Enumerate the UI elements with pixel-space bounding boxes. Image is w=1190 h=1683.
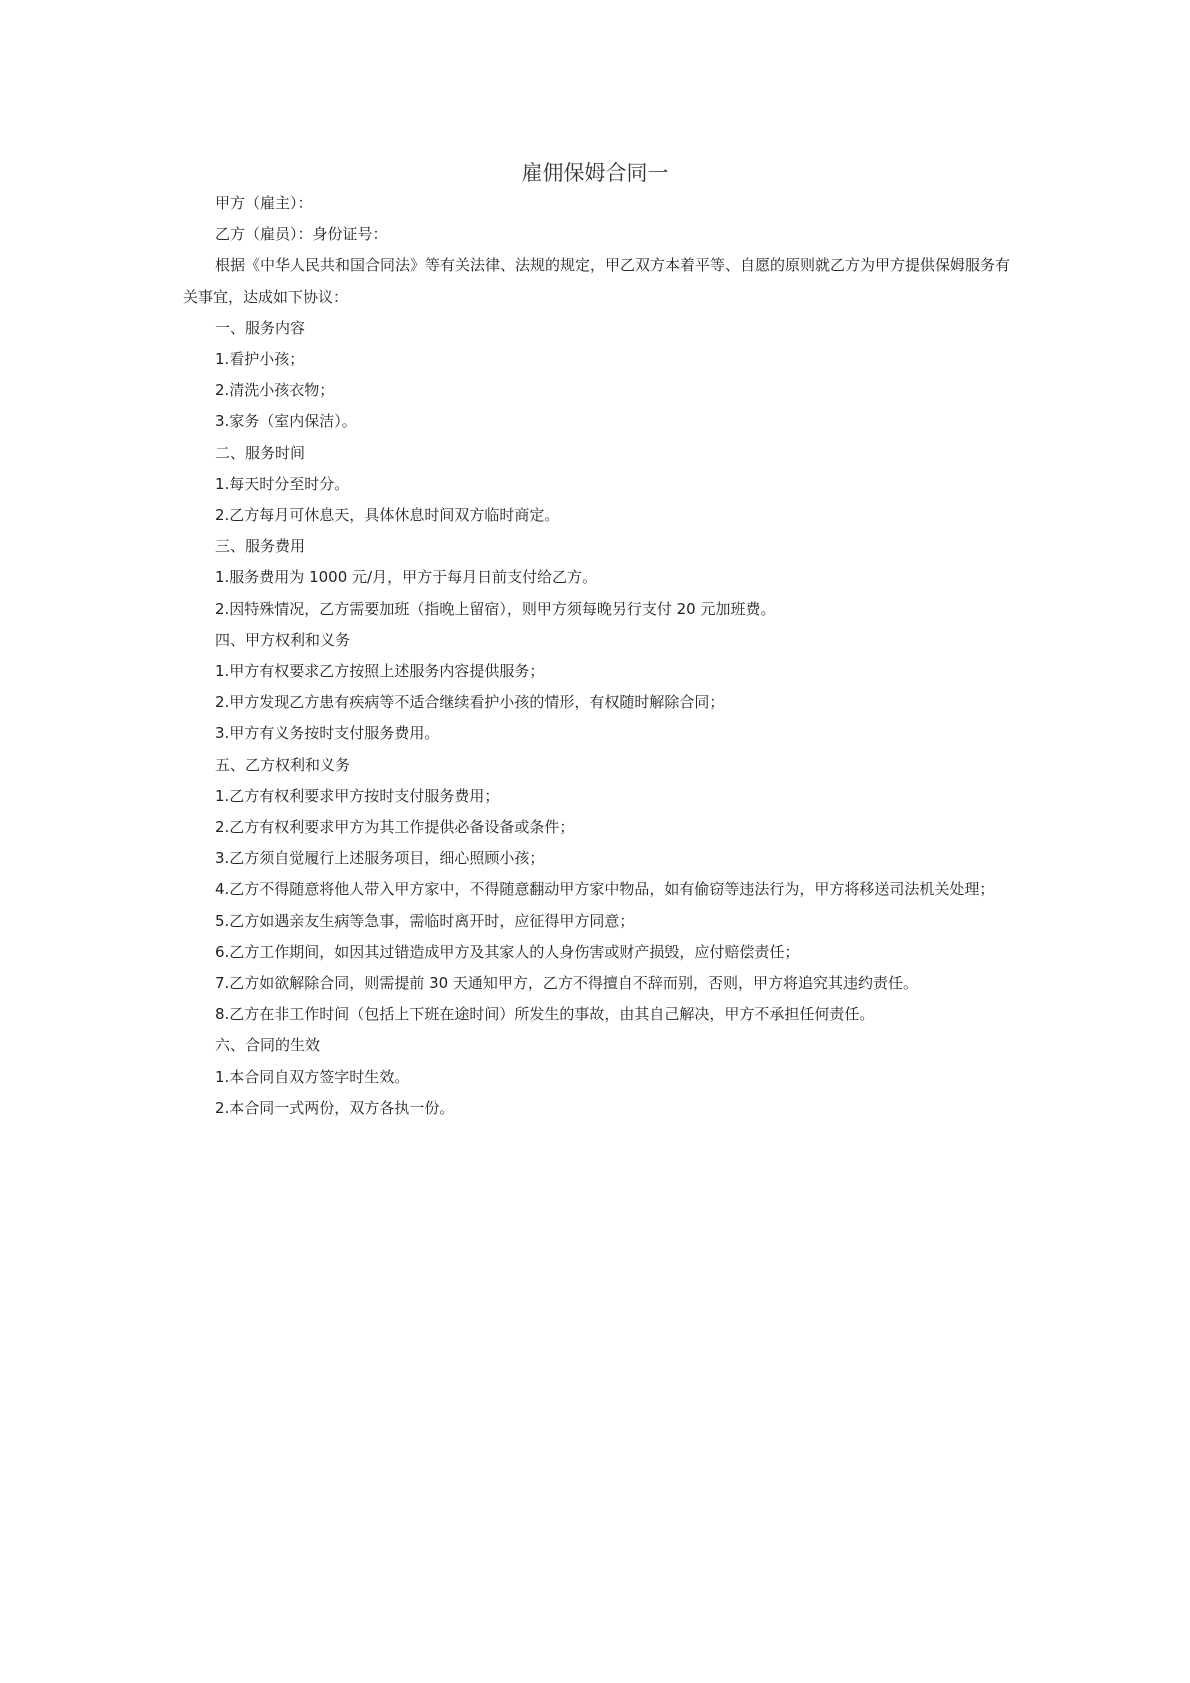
section-heading-party-b-rights: 五、乙方权利和义务: [215, 755, 351, 774]
clause-item: 1.看护小孩；: [215, 350, 305, 369]
clause-item: 3.家务（室内保洁）。: [215, 412, 357, 431]
party-b-line: 乙方（雇员）：身份证号：: [215, 225, 388, 244]
clause-item: 4.乙方不得随意将他人带入甲方家中，不得随意翻动甲方家中物品，如有偷窃等违法行为，甲方将移送司法机关处理；: [215, 880, 995, 899]
clause-item: 1.乙方有权利要求甲方按时支付服务费用；: [215, 786, 500, 805]
clause-item: 2.乙方每月可休息天，具体休息时间双方临时商定。: [215, 506, 560, 525]
section-heading-service-content: 一、服务内容: [215, 318, 306, 337]
preamble-paragraph: 根据《中华人民共和国合同法》等有关法律、法规的规定，甲乙双方本着平等、自愿的原则就乙方为甲方提供保姆服务有关事宜，达成如下协议：: [183, 256, 1011, 306]
section-heading-party-a-rights: 四、甲方权利和义务: [215, 630, 351, 649]
document-title: 雇佣保姆合同一: [521, 161, 669, 185]
party-a-line: 甲方（雇主）：: [215, 194, 313, 212]
section-heading-service-fee: 三、服务费用: [215, 537, 306, 556]
clause-item: 2.乙方有权利要求甲方为其工作提供必备设备或条件；: [215, 818, 575, 837]
clause-item: 2.本合同一式两份，双方各执一份。: [215, 1098, 455, 1117]
clause-item: 7.乙方如欲解除合同，则需提前 30 天通知甲方，乙方不得擅自不辞而别，否则，甲方将追究其违约责任。: [215, 974, 918, 993]
clause-item: 1.每天时分至时分。: [215, 474, 350, 493]
clause-item: 1.服务费用为 1000 元/月，甲方于每月日前支付给乙方。: [215, 568, 598, 587]
section-heading-effectiveness: 六、合同的生效: [215, 1036, 321, 1055]
clause-item: 6.乙方工作期间，如因其过错造成甲方及其家人的人身伤害或财产损毁，应付赔偿责任；: [215, 942, 800, 961]
clause-item: 2.因特殊情况，乙方需要加班（指晚上留宿），则甲方须每晚另行支付 20 元加班费。: [215, 599, 776, 618]
clause-item: 1.本合同自双方签字时生效。: [215, 1067, 410, 1086]
clause-item: 2.清洗小孩衣物；: [215, 381, 335, 400]
document-body: [183, 188, 1023, 1124]
clause-item: 1.甲方有权要求乙方按照上述服务内容提供服务；: [215, 662, 545, 681]
clause-item: 3.乙方须自觉履行上述服务项目，细心照顾小孩；: [215, 849, 545, 868]
clause-item: 2.甲方发现乙方患有疾病等不适合继续看护小孩的情形，有权随时解除合同；: [215, 693, 725, 712]
clause-item: 3.甲方有义务按时支付服务费用。: [215, 724, 440, 743]
section-heading-service-time: 二、服务时间: [215, 443, 306, 462]
clause-item: 5.乙方如遇亲友生病等急事，需临时离开时，应征得甲方同意；: [215, 911, 635, 930]
clause-item: 8.乙方在非工作时间（包括上下班在途时间）所发生的事故，由其自己解决，甲方不承担任何责任。: [215, 1005, 875, 1024]
